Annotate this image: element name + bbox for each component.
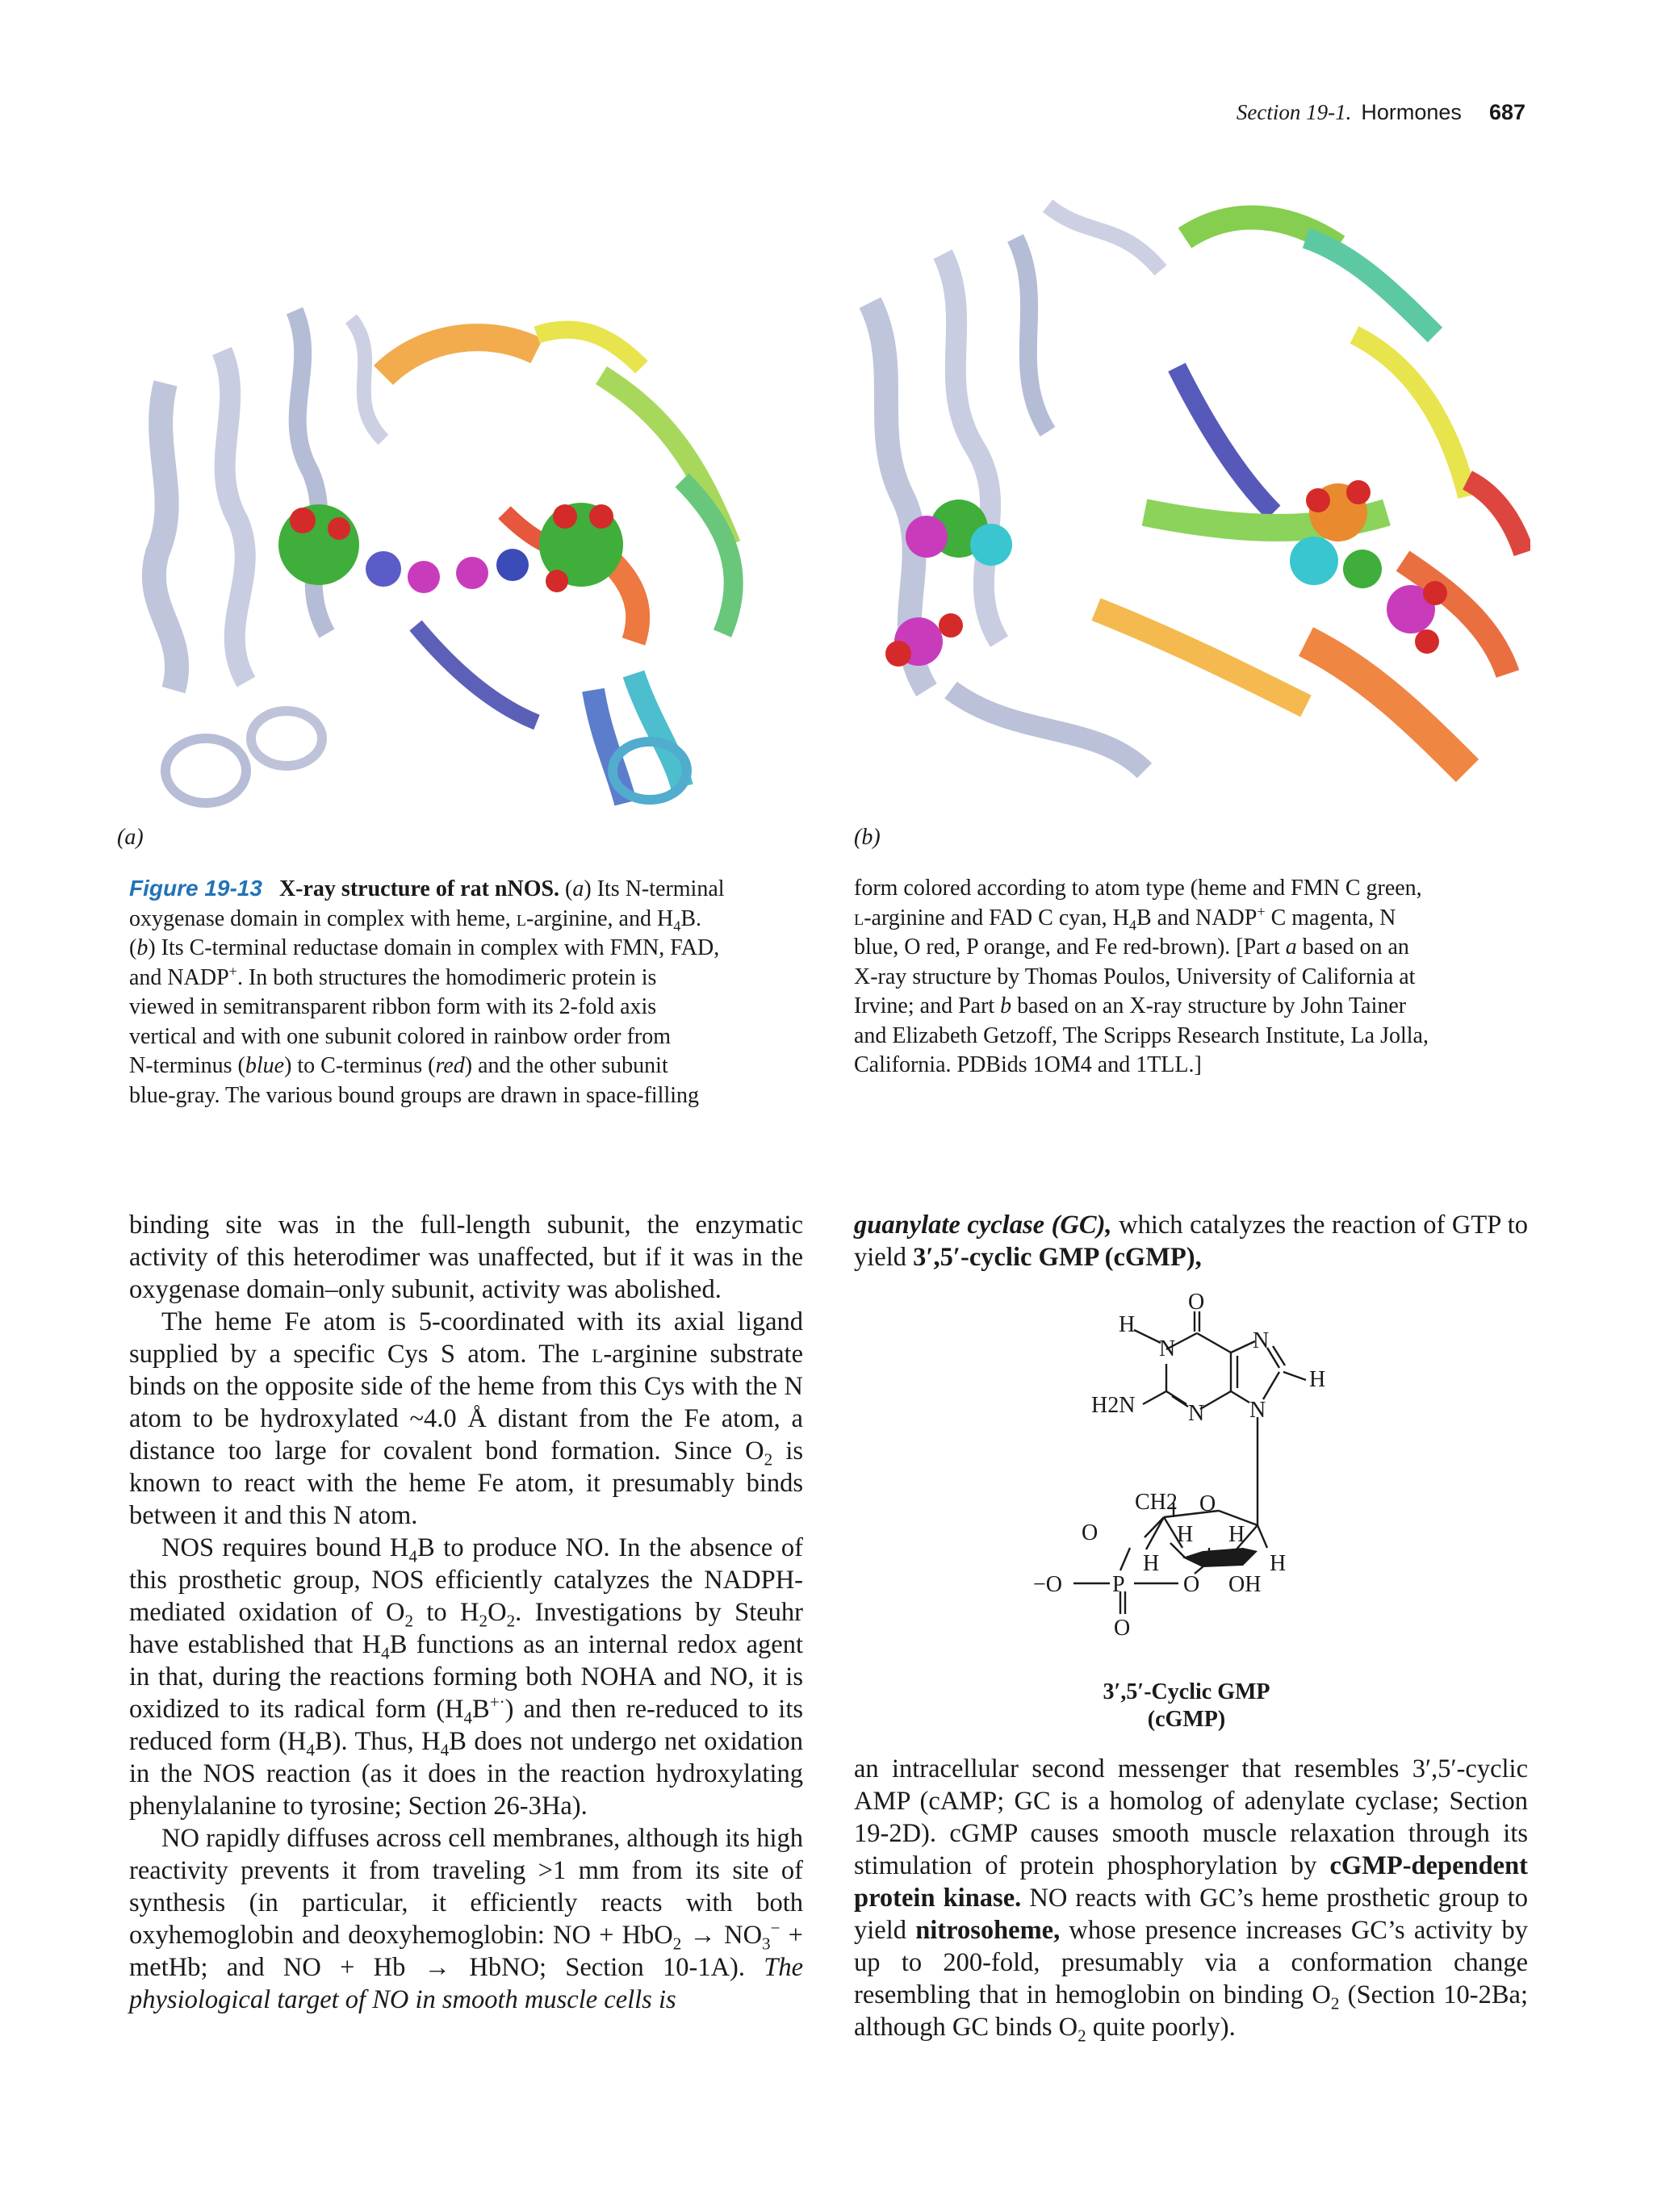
body-column-right-top [854, 1209, 1528, 1273]
atom-label: H [1309, 1367, 1326, 1392]
body-column-right-bottom [854, 1753, 1529, 2046]
section-number: Section 19-1. [1236, 100, 1352, 124]
atom-label: N [1249, 1398, 1266, 1423]
caption-line: (b) Its C-terminal reductase domain in complex with FMN, FAD, [129, 935, 720, 960]
atom-label: H [1177, 1522, 1194, 1547]
figure-caption-left [129, 874, 807, 1110]
caption-line: N-terminus (blue) to C-terminus (red) and the other subunit [129, 1053, 668, 1078]
atom-label: N [1188, 1401, 1205, 1426]
caption-line: and Elizabeth Getzoff, The Scripps Research Institute, La Jolla, [854, 1022, 1429, 1048]
caption-line: X-ray structure by Thomas Poulos, University of California at [854, 964, 1416, 989]
caption-line: blue, O red, P orange, and Fe red-brown). [Part a based on an [854, 935, 1409, 960]
structure-caption [1017, 1679, 1356, 1733]
atom-label: H [1143, 1551, 1160, 1576]
structure-name: 3′,5′-Cyclic GMP [1103, 1679, 1270, 1704]
paragraph: NOS requires bound $H_4B$ to produce NO. In the absence of this prosthetic group, NOS efficiently catalyzes the NADPH-mediated oxidation of $O_2$ to $H_2O_2$. Investigations by Steuhr have established that $H_4B$ functions as an internal redox agent in that, during the reactions forming both NOHA and NO, it is oxidized to its radical form $(H_4B^{+\cdot})$ and then re-reduced to its reduced form $(H_4B)$. Thus, $H_4B$ does not undergo net oxidation in the NOS reaction (as it does in the reaction hydroxylating phenylalanine to tyrosine; Section 26-3Ha). [129, 1533, 803, 1821]
cgmp-atom-labels [1033, 1291, 1325, 1641]
caption-line: vertical and with one subunit colored in rainbow order from [129, 1023, 672, 1049]
atom-label: O [1188, 1291, 1205, 1315]
atom-label: H [1270, 1551, 1287, 1576]
atom-label: −O [1033, 1572, 1063, 1597]
figure-caption-right [854, 874, 1532, 1081]
paragraph: binding site was in the full-length subunit, the enzymatic activity of this heterodimer was unaffected, but if it was in the oxygenase domain–only subunit, activity was abolished. [129, 1211, 803, 1304]
atom-label: O [1082, 1520, 1099, 1545]
page-number: 687 [1488, 100, 1525, 124]
paragraph: NO rapidly diffuses across cell membranes, although its high reactivity prevents it from traveling >1 mm from its site of synthesis (in particular, it efficiently reacts with both oxyhemoglobin and deoxyhemoglobin: NO + $HbO_2 \to NO_3^-$ + metHb; and NO + Hb → HbNO; Section 10-1A). The physiological target of NO in smooth muscle cells is [129, 1824, 803, 2014]
atom-label: O [1199, 1491, 1216, 1516]
panel-b-label: (b) [854, 825, 881, 850]
atom-label: O [1114, 1616, 1131, 1641]
atom-label: H [1119, 1312, 1136, 1337]
paragraph: guanylate cyclase (GC), which catalyzes the reaction of GTP to yield 3′,5′-cyclic GMP (cGMP), [854, 1211, 1528, 1272]
caption-line: viewed in semitransparent ribbon form with its 2-fold axis [129, 994, 657, 1019]
structure-abbreviation: (cGMP) [1147, 1707, 1226, 1732]
atom-label: P [1112, 1572, 1125, 1597]
caption-line: blue-gray. The various bound groups are drawn in space-filling [129, 1082, 700, 1108]
caption-line: and NADP+. In both structures the homodimeric protein is [129, 963, 657, 990]
figure-label: Figure 19-13 [129, 876, 262, 901]
figure-panel-a-protein-structure [117, 286, 799, 819]
caption-line: Irvine; and Part b based on an X-ray structure by John Tainer [854, 993, 1407, 1018]
panel-a-label: (a) [117, 825, 144, 850]
caption-line: Figure 19-13 X-ray structure of rat nNOS. (a) Its N-terminal [129, 876, 725, 901]
paragraph: The heme Fe atom is 5-coordinated with its axial ligand supplied by a specific Cys S atom. The l-arginine substrate binds on the opposite side of the heme from this Cys with the N atom to be hydroxylated ~4.0 Å distant from the Fe atom, a distance too large for covalent bond formation. Since $O_2$ is known to react with the heme Fe atom, it presumably binds between it and this N atom. [129, 1307, 804, 1530]
section-topic: Hormones [1361, 100, 1462, 124]
atom-label: N [1253, 1328, 1270, 1353]
atom-label: CH2 [1135, 1490, 1178, 1515]
caption-line: California. PDBids 1OM4 and 1TLL.] [854, 1052, 1202, 1077]
caption-line: l-arginine and FAD C cyan, $H_4B$ and NADP+ C magenta, N [854, 903, 1396, 934]
caption-line: oxygenase domain in complex with heme, l-arginine, and $H_4B$. [129, 905, 701, 935]
atom-label: OH [1228, 1572, 1262, 1597]
atom-label: N [1159, 1336, 1176, 1361]
atom-label: H [1228, 1522, 1245, 1547]
paragraph: an intracellular second messenger that resembles 3′,5′-cyclic AMP (cAMP; GC is a homolog of adenylate cyclase; Section 19-2D). cGMP causes smooth muscle relaxation through its stimulation of protein phosphorylation by cGMP-dependent protein kinase. NO reacts with GC’s heme prosthetic group to yield nitrosoheme, whose presence increases GC’s activity by up to 200-fold, presumably via a conformation change resembling that in hemoglobin on binding $O_2$ (Section 10-2Ba; although GC binds $O_2$ quite poorly). [854, 1754, 1529, 2046]
cgmp-chemical-structure [1001, 1291, 1372, 1662]
figure-panel-b-protein-structure [854, 190, 1530, 819]
body-column-left [129, 1209, 803, 2016]
atom-label: O [1183, 1572, 1200, 1597]
caption-line: form colored according to atom type (heme and FMN C green, [854, 876, 1422, 901]
atom-label: H2N [1091, 1393, 1136, 1418]
figure-title: X-ray structure of rat nNOS. [278, 876, 560, 901]
running-header [888, 100, 1525, 136]
